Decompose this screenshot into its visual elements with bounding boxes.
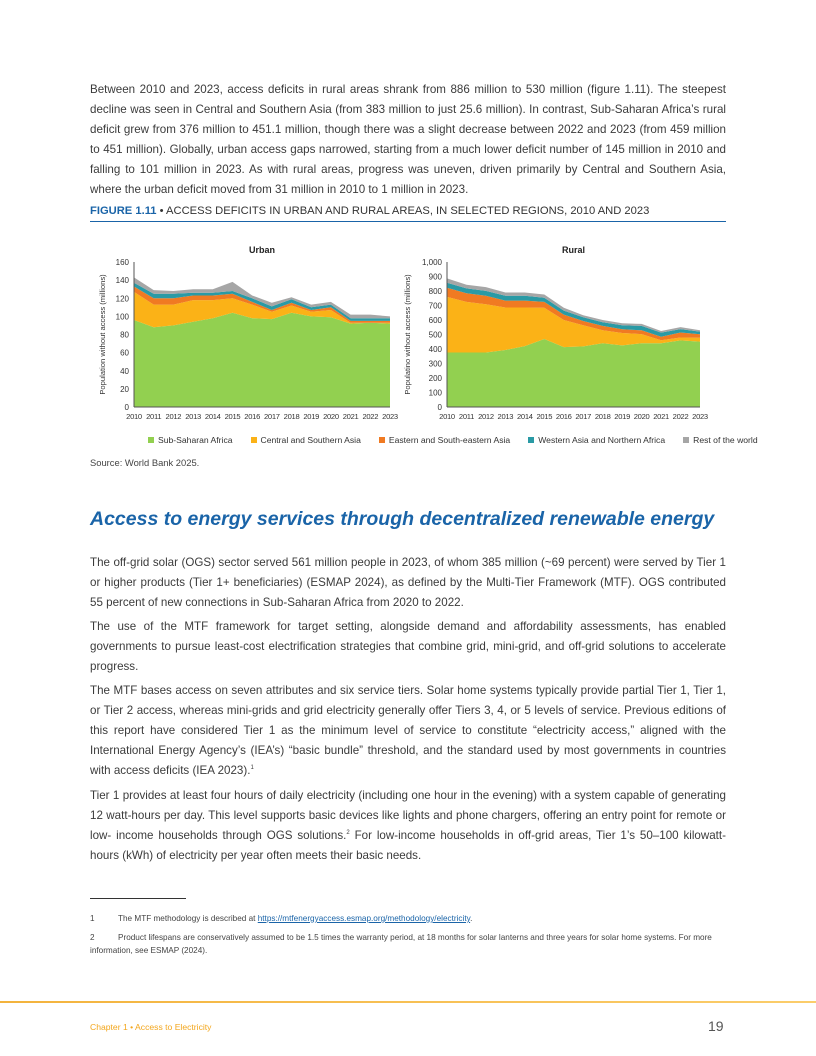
x-tick-label: 2012 (478, 412, 494, 421)
x-tick-label: 2013 (497, 412, 514, 421)
x-tick-label: 2012 (165, 412, 182, 421)
y-tick-label: 500 (428, 330, 442, 340)
legend-label: Sub-Saharan Africa (158, 435, 233, 445)
y-tick-label: 200 (428, 374, 442, 383)
x-tick-label: 2011 (458, 412, 475, 421)
paragraph-text: The MTF bases access on seven attributes and six service tiers. Solar home systems typically provide partial Tier 1, Tier 1, or Tier 2 access, whereas mini-grids and grid electricity generally offer Tiers 3, 4, or 5 levels of service. Previous editions of this report have considered Tier 1 as the minimum level of service to constitute “electricity access,” aligned with the International Energy Agency’s (IEA’s) “basic bundle” threshold, and the standard used by most governments in countries with access deficits (IEA 2023). (90, 684, 726, 777)
y-tick-label: 120 (115, 294, 129, 304)
x-tick-label: 2019 (614, 412, 631, 421)
x-tick-label: 2023 (382, 412, 398, 421)
legend-item (251, 435, 361, 445)
x-tick-label: 2014 (204, 412, 221, 421)
x-tick-label: 2014 (516, 412, 533, 421)
legend-label: Central and Southern Asia (260, 435, 361, 445)
footer-chapter-title: Chapter 1 • Access to Electricity (90, 1022, 212, 1032)
page-number: 19 (708, 1018, 724, 1034)
legend-label: Rest of the world (693, 435, 758, 445)
y-tick-label: 100 (115, 312, 129, 322)
x-tick-label: 2016 (555, 412, 572, 421)
footnote-text: The MTF methodology is described at (118, 914, 258, 923)
footnote-2 (90, 931, 726, 957)
x-tick-label: 2020 (323, 412, 339, 421)
x-tick-label: 2017 (263, 412, 280, 421)
chart-title: Rural (561, 245, 586, 255)
y-tick-label: 700 (428, 301, 442, 311)
footnote-number: 1 (90, 914, 95, 923)
x-tick-label: 2016 (244, 412, 261, 421)
paragraph-text-after: For low-income households in off-grid areas, Tier 1’s 50–100 kilowatt-hours (kWh) of electricity per year often meets their basic needs. (90, 829, 726, 862)
y-tick-label: 1,000 (421, 258, 442, 267)
y-tick-label: 900 (428, 272, 442, 282)
rural-chart (400, 240, 720, 430)
x-tick-label: 2011 (146, 412, 162, 421)
y-axis-label: Population without access (millions) (98, 274, 107, 395)
legend-label: Eastern and South-eastern Asia (388, 435, 511, 445)
legend-swatch-icon (379, 437, 385, 443)
x-tick-label: 2022 (672, 412, 689, 421)
intro-paragraph: Between 2010 and 2023, access deficits in rural areas shrank from 886 million to 530 million (figure 1.11). The steepest decline was seen in Central and Southern Asia (from 383 million to just 25.6 million). In contrast, Sub-Saharan Africa’s rural deficit grew from 376 million to 451.1 million, though there was a slight decrease between 2022 and 2023 (from 459 million to 451 million). Globally, urban access gaps narrowed, starting from a much lower deficit number of 145 million in 2010 and falling to 101 million in 2023. As with rural areas, progress was uneven, driven primarily by Central and Southern Asia, where the urban deficit moved from 31 million in 2010 to 1 million in 2023. (90, 83, 726, 196)
x-tick-label: 2021 (653, 412, 669, 421)
figure-caption: ACCESS DEFICITS IN URBAN AND RURAL AREAS, IN SELECTED REGIONS, 2010 AND 2023 (166, 205, 650, 217)
y-tick-label: 20 (120, 384, 129, 394)
y-tick-label: 40 (120, 366, 129, 376)
x-tick-label: 2018 (594, 412, 611, 421)
x-tick-label: 2010 (126, 412, 142, 421)
y-tick-label: 0 (437, 403, 442, 412)
legend-item (683, 435, 757, 445)
paragraph-mtf-tiers (90, 681, 726, 781)
y-tick-label: 160 (115, 258, 129, 267)
y-axis-label: Populatino without access (millions) (403, 274, 412, 395)
footnote-1 (90, 912, 726, 925)
legend-item (148, 435, 233, 445)
footnote-link[interactable]: https://mtfenergyaccess.esmap.org/methodology/electricity (257, 914, 471, 923)
figure-source: Source: World Bank 2025. (90, 457, 200, 468)
y-tick-label: 300 (428, 359, 442, 369)
area-sub-saharan-africa (134, 313, 390, 407)
legend-item (379, 435, 510, 445)
footnote-divider (90, 898, 186, 899)
x-tick-label: 2015 (536, 412, 553, 421)
legend-swatch-icon (148, 437, 154, 443)
x-tick-label: 2022 (362, 412, 379, 421)
footnote-ref-1[interactable]: 1 (250, 765, 254, 772)
section-heading: Access to energy services through decentralized renewable energy (90, 508, 715, 530)
paragraph-mtf-framework: The use of the MTF framework for target setting, alongside demand and affordability assessments, has enabled governments to pursue least-cost electrification strategies that combine grid, mini-grid, and off-grid solutions to accelerate progress. (90, 620, 726, 673)
footnote-text: Product lifespans are conservatively assumed to be 1.5 times the warranty period, at 18 months for solar lanterns and three years for solar home systems. For more information, see ESMAP (2024). (90, 933, 712, 955)
footer-divider (0, 1001, 816, 1003)
legend-item (528, 435, 665, 445)
paragraph-text: Tier 1 provides at least four hours of daily electricity (including one hour in the evening) with a system capable of generating 12 watt-hours per day. This level supports basic devices like lights and phone chargers, offering an entry point for remote or low- income households through OGS solutions. (90, 789, 726, 842)
figure-title (90, 205, 726, 222)
paragraph-tier1 (90, 786, 726, 866)
legend-swatch-icon (528, 437, 534, 443)
urban-chart (95, 240, 405, 430)
x-tick-label: 2017 (575, 412, 592, 421)
x-tick-label: 2019 (303, 412, 320, 421)
y-tick-label: 140 (115, 276, 129, 286)
x-tick-label: 2021 (342, 412, 359, 421)
chart-title: Urban (248, 245, 276, 255)
y-tick-label: 600 (428, 316, 442, 325)
paragraph-ogs: The off-grid solar (OGS) sector served 561 million people in 2023, of whom 385 million (~69 percent) were served by Tier 1 or higher products (Tier 1+ beneficiaries) (ESMAP 2024), as defined by the Multi-Tier Framework (MTF). OGS contributed 55 percent of new connections in Sub-Saharan Africa from 2020 to 2022. (90, 556, 726, 609)
y-tick-label: 100 (428, 388, 442, 398)
chart-legend (148, 435, 758, 445)
x-tick-label: 2015 (224, 412, 241, 421)
x-tick-label: 2023 (692, 412, 708, 421)
x-tick-label: 2018 (283, 412, 300, 421)
footnote-number: 2 (90, 933, 95, 942)
y-tick-label: 0 (124, 403, 129, 412)
y-tick-label: 80 (120, 330, 129, 340)
y-tick-label: 60 (120, 348, 129, 358)
footnote-text-after: . (470, 914, 473, 923)
x-tick-label: 2010 (439, 412, 455, 421)
x-tick-label: 2013 (185, 412, 201, 421)
legend-swatch-icon (251, 437, 257, 443)
y-tick-label: 800 (428, 287, 442, 296)
legend-swatch-icon (683, 437, 689, 443)
footnote-ref-2[interactable]: 2 (346, 830, 350, 837)
figure-separator: • (156, 205, 167, 217)
legend-label: Western Asia and Northern Africa (538, 435, 666, 445)
figure-label: FIGURE 1.11 (90, 205, 157, 217)
x-tick-label: 2020 (633, 412, 650, 421)
y-tick-label: 400 (428, 345, 442, 354)
